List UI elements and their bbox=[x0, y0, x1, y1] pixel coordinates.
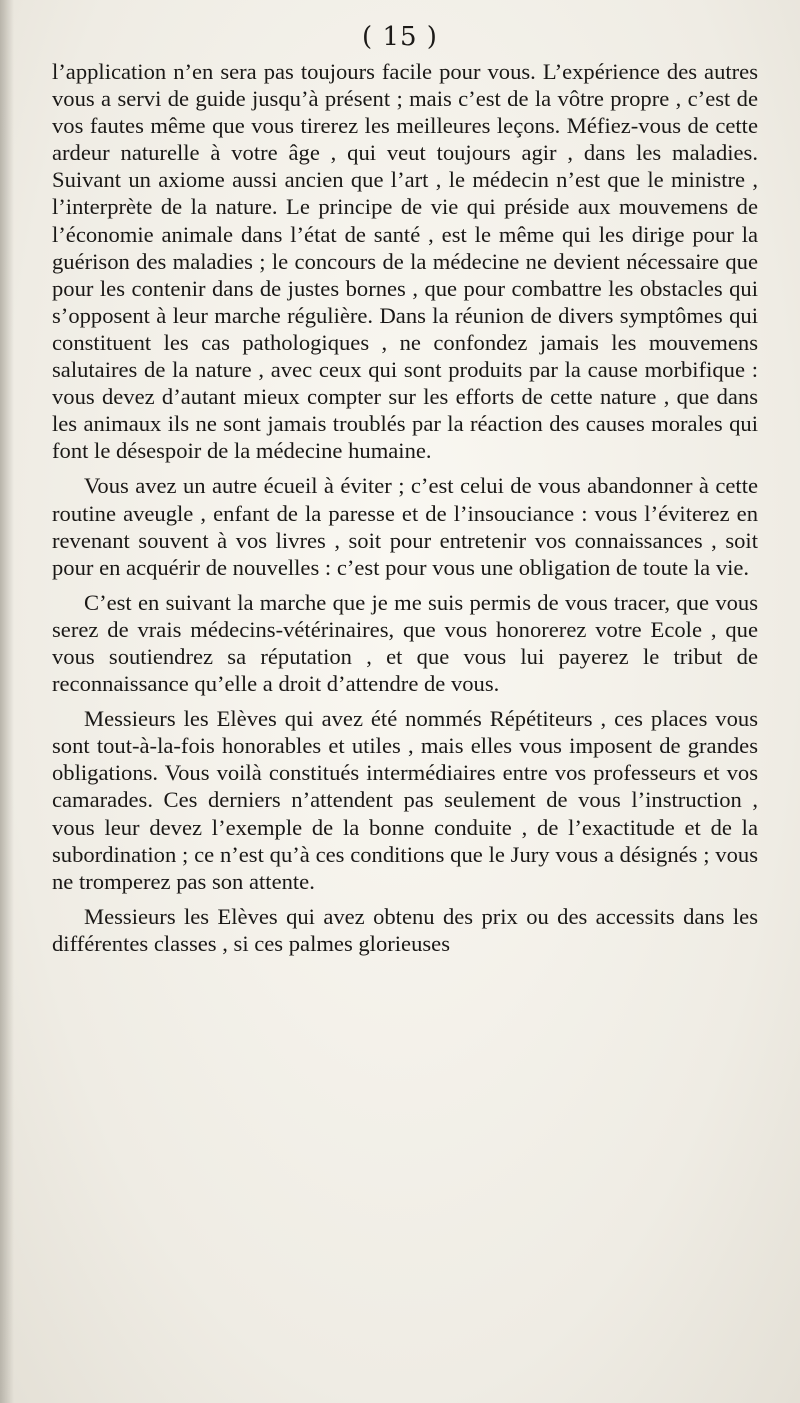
paragraph-1: l’application n’en sera pas toujours facile pour vous. L’expérience des autres vous a servi de guide jusqu’à présent ; mais c’est de la vôtre propre , c’est de vos fautes même que vous tirerez les meilleures leçons. Méfiez-vous de cette ardeur naturelle à votre âge , qui veut toujours agir , dans les maladies. Suivant un axiome aussi ancien que l’art , le médecin n’est que le ministre , l’interprète de la nature. Le principe de vie qui préside aux mouvemens de l’économie animale dans l’état de santé , est le même qui les dirige pour la guérison des maladies ; le concours de la médecine ne devient nécessaire que pour les contenir dans de justes bornes , que pour combattre les obstacles qui s’opposent à leur marche régulière. Dans la réunion de divers symptômes qui constituent les cas pathologiques , ne confondez jamais les mouvemens salutaires de la nature , avec ceux qui sont produits par la cause morbifique : vous devez d’autant mieux compter sur les efforts de cette nature , que dans les animaux ils ne sont jamais troublés par la réaction des causes morales qui font le désespoir de la médecine humaine. bbox=[52, 59, 758, 464]
paragraph-2: Vous avez un autre écueil à éviter ; c’est celui de vous abandonner à cette routine aveugle , enfant de la paresse et de l’insouciance : vous l’éviterez en revenant souvent à vos livres , soit pour entretenir vos connaissances , soit pour en acquérir de nouvelles : c’est pour vous une obligation de toute la vie. bbox=[52, 473, 758, 580]
page-gutter-shadow bbox=[0, 0, 14, 1403]
paragraph-3: C’est en suivant la marche que je me suis permis de vous tracer, que vous serez de vrais médecins-vétérinaires, que vous honorerez votre Ecole , que vous soutiendrez sa réputation , et que vous lui payerez le tribut de reconnaissance qu’elle a droit d’attendre de vous. bbox=[52, 589, 758, 697]
page-number: ( 15 ) bbox=[362, 22, 438, 52]
paragraph-5: Messieurs les Elèves qui avez obtenu des prix ou des accessits dans les différentes classes , si ces palmes glorieuses bbox=[52, 903, 758, 956]
body-text bbox=[52, 58, 758, 965]
paragraph-4: Messieurs les Elèves qui avez été nommés Répétiteurs , ces places vous sont tout-à-la-fois honorables et utiles , mais elles vous imposent de grandes obligations. Vous voilà constitués intermédiaires entre vos professeurs et vos camarades. Ces derniers n’attendent pas seulement de vous l’instruction , vous leur devez l’exemple de la bonne conduite , de l’exactitude et de la subordination ; ce n’est qu’à ces conditions que le Jury vous a désignés ; vous ne tromperez pas son attente. bbox=[52, 706, 758, 894]
